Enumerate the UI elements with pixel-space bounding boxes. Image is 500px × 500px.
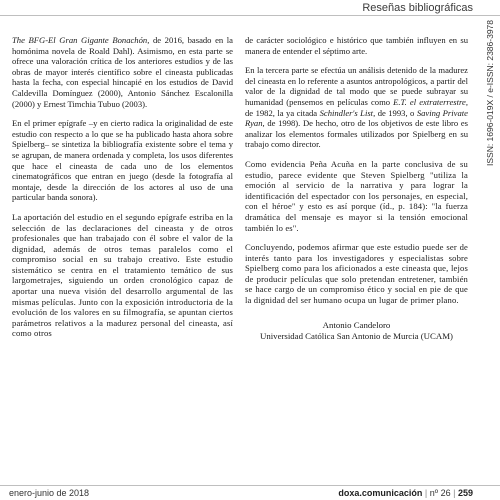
paragraph: Concluyendo, podemos afirmar que este estudio puede ser de interés tanto para los investigadores y especialistas sobre Spielberg como para los aficionados a este cineasta que, lejos de producir películas que solo pretendan entretener, también se hace cargo de un compromiso ético y social en pie de que la dignidad del ser humano ocupa un lugar de primer plano. [245, 242, 468, 306]
section-title: Reseñas bibliográficas [362, 2, 473, 14]
paragraph [12, 35, 233, 109]
paragraph: La aportación del estudio en el segundo epígrafe estriba en la selección de las declaraciones del cineasta y de otros profesionales que han trabajado con él sobre el valor de la dignidad, además de otros temas paralelos como el compromiso social en su trabajo creativo. Este estudio sistemático se centra en el tratamiento temático de sus largometrajes, siguiendo un orden cronológico capaz de aportar una nueva visión del desarrollo argumental de las mismas películas. Junto con la exposición introductoria de la evolución de los valores en su filmografía, se apuntan ciertos parámetros relativos a la madurez personal del cineasta, así como otros [12, 211, 233, 339]
paragraph-text: , de 1982, la ya citada [245, 96, 468, 118]
paragraph-text: , de 2016, basado en la homónima novela de Roald Dahl). Asimismo, en esta parte se ofrece una valoración crítica de los anteriores estudios y de las obras de mayor interés científico sobre el cineasta publicadas hasta la fecha, con especial hincapié en los estudios de David Caldevilla Domínguez (2000), Antonio Sánchez Escalonilla (2000) y Ernest Timchia Tubuo (2003). [12, 35, 234, 109]
right-column [245, 35, 468, 342]
page-number: 259 [457, 488, 473, 498]
paragraph [245, 65, 468, 150]
journal-name: doxa.comunicación [338, 488, 423, 498]
author-affiliation: Universidad Católica San Antonio de Murcia (UCAM) [259, 330, 453, 341]
author-name: Antonio Candeloro [322, 319, 391, 330]
film-title: E.T. el extraterrestre [393, 96, 466, 107]
left-column [12, 35, 233, 348]
paragraph: de carácter sociológico e histórico que también influyen en su manera de entender el séptimo arte. [245, 35, 468, 56]
footer-date: enero-junio de 2018 [9, 488, 90, 498]
issn-label: ISSN: 1696-019X / e-ISSN: 2386-3978 [485, 19, 495, 166]
paragraph: En el primer epígrafe –y en cierto radica la originalidad de este estudio con respecto a lo que se ha publicado hasta ahora sobre Spielberg– se sintetiza la bibliografía existente sobre el tema y se agrupan, de manera ordenada y completa, los usos diferentes que hace el cineasta de cada uno de los elementos cinematográficos que entran en juego (desde la fotografía al montaje, desde la dirección de los actores al uso de una particular banda sonora). [12, 118, 233, 203]
footer-divider [0, 485, 500, 486]
film-title: Saving Private Ryan [245, 107, 468, 129]
paragraph-text: , de 1993, o [373, 107, 417, 118]
paragraph: Como evidencia Peña Acuña en la parte conclusiva de su estudio, parece evidente que Steven Spielberg "utiliza la emoción al servicio de la narrativa y para lograr la identificación del espectador con los personajes, en especial, con el héroe" y esto es así porque (íd., p. 184): "la fuerza dramática del mensaje es mayor si la tensión emocional también lo es". [245, 158, 468, 233]
paragraph-text: , de 1998). De hecho, otro de los objetivos de este libro es analizar los elementos formales utilizados por Spielberg en su trabajo como director. [245, 118, 468, 150]
film-title: The BFG-El Gran Gigante Bonachón [12, 35, 148, 45]
paragraph-text: En la tercera parte se efectúa un análisis detenido de la madurez del cineasta en lo referente a asuntos antropológicos, a partir del valor de la dignidad de tal modo que se puede subrayar su humanidad (pensemos en películas como [245, 65, 468, 107]
footer-citation: doxa.comunicación | nº 26 | 259 [338, 488, 473, 498]
film-title: Schindler's List [319, 107, 374, 118]
signature [245, 320, 468, 342]
header-divider [0, 15, 500, 16]
issue-number: nº 26 [429, 488, 451, 498]
